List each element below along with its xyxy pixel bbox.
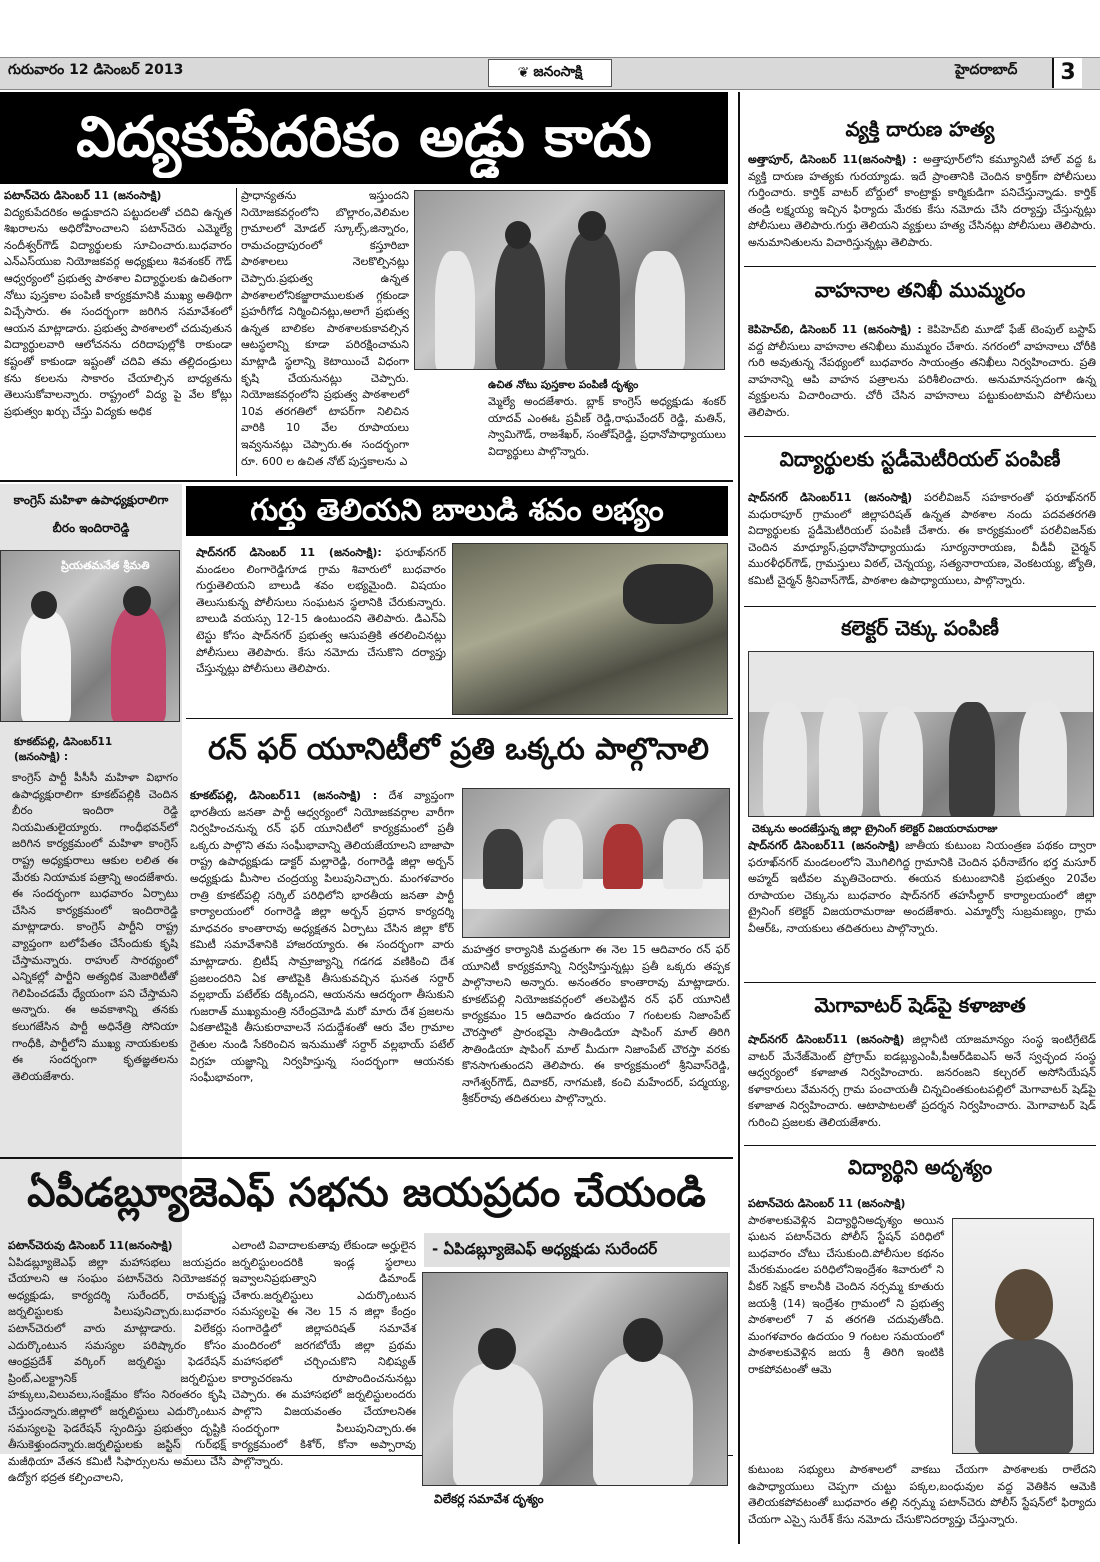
run-unity-photo (462, 788, 730, 938)
right-s6-headline: విద్యార్థిని అదృశ్యం (847, 1155, 993, 1179)
main-col1 (4, 188, 232, 420)
sidebar-photo (0, 550, 180, 722)
apwjf-headline: ఏపీడబ్ల్యూజెఎఫ్ సభను జయప్రదం చేయండి (27, 1170, 706, 1216)
masthead-logo (488, 59, 612, 87)
main-col1-body: విద్యకుపేదరికం అడ్డుకాదని పట్టుదలతో చదివి ఉన్నత శిఖరాలను అధిరోహించాలని పటాన్‌చెరు ఎమ్మెల్యే నందీశ్వర్‌గౌడ్ విద్యార్థులకు సూచించారు.బుధవారం ఎన్‌ఎస్‌యుఐ నియోజకవర్గ అధ్యక్షులు శివశంకర్ గౌడ్ ఆధ్వర్యంలో ప్రభుత్వ పాఠశాల విద్యార్థులకు ఉచితంగా నోటు పుస్తకాల పంపిణీ కార్యక్రమానికి ముఖ్య అతిథిగా విచ్చేసారు. ఈ సందర్భంగా జరిగిన సమావేశంలో ఆయన మాట్లాడారు. ప్రభుత్వ పాఠశాలలో చదువుతున విద్యార్థులవారి ఆలోచనను దరిదాపుల్లోకి రాకుండా కష్టంతో కాకుండా ఇష్టంతో చదివి తమ తల్లిదండ్రులు కను కలలను సాకారం చేయాల్సిన బాధ్యతను తెలుసుకోవాలన్నారు. రాష్ట్రంలో విద్య పై వేల కోట్లు ప్రభుత్వం ఖర్చు చేస్తు విద్యకు అధిక (4, 205, 232, 418)
right-s6-body-narrow: పటాన్‌చెరు డిసెంబర్ 11 (జనంసాక్షి) పాఠశాలకువెళ్లిన విద్యార్థినిఅదృశ్యం అయిన ఘటన పటాన్‌చెరు పోలీస్ స్టేషన్ పరిధిలో బుధవారం చోటు చేసుకుంది.పోలీసుల కథనం మేరకుమండల పరిధిలోనిఇంద్రేశం శివారులో ని వీకర్ సెక్షన్ కాలనీకి చెందిన నర్సమ్మ కూతురు జయశ్రీ (14) ఇంద్రేశం గ్రామంలో ని ప్రభుత్వ పాఠశాలలో 7 వ తరగతి చదువుతోంది. మంగళవారం ఉదయం 9 గంటల సమయంలో పాఠశాలకువెళ్లిన జయ శ్రీ తిరిగి ఇంటికి రాకపోవటంతో ఆమె (748, 1197, 944, 1376)
right-s4-headline: కలెక్టర్ చెక్కు పంపిణీ (841, 616, 999, 640)
logo-text: జనంసాక్షి (533, 63, 583, 80)
right-s5-headline: మెగావాటర్ షెడ్‌పై కళాజాత (814, 993, 1026, 1017)
sidebar-photo-banner: ప్రియతమనేత శ్రీమతి (61, 559, 150, 572)
right-s3-headline: విద్యార్థులకు స్టడీమెటీరియల్ పంపిణీ (779, 447, 1061, 471)
right-s5-body: షాద్‌నగర్ డిసెంబర్11 (జనంసాక్షి) జిల్లానీటి యాజమాన్యం సంస్థ ఇంటిగ్రేటెడ్ వాటర్ మేనేజ్‌మెంట్ ప్రోగ్రామ్ ఐడబ్ల్యుఎంపీ,పీఆర్‌డిఐఎస్ అనే స్వచ్ఛంద సంస్థ ఆధ్వర్యంలో కళాజాత నిర్వహించారు. జనరంజని కల్చరల్ అసోసియేషన్ కళాకారులు వేమనర్స గ్రామ పంచాయతీ చిన్నచింతకుంటపల్లిలో మెగావాటర్ షెడ్‌పై కళాజాత నిర్వహించారు. ఆటాపాటలతో ప్రదర్శన నిర్వహించారు. మెగావాటర్ షెడ్ గురించి ప్రజలకు తెలియజేశారు. (748, 1033, 1097, 1129)
run-unity-col1: కూకట్‌పల్లి, డిసెంబర్11 (జనంసాక్షి) : దేశ వ్యాప్తంగా భారతీయ జనతా పార్టీ ఆధ్వర్యంలో నియోజకవర్గాల వారీగా నిర్వహించనున్న రన్ ఫర్ యూనిటీలో కార్యక్రమంలో ప్రతీ ఒక్కరు పాల్గొని తమ సంఘీభావాన్ని తెలియజేయాలని బాజాపా రాష్ట్ర ఉపాధ్యక్షుడు డాక్టర్ మల్లారెడ్డి, రంగారెడ్డి జిల్లా అర్బన్ అధ్యక్షుడు మీసాల చంద్రయ్య పిలుపునిచ్చారు. మంగళవారం రాత్రి కూకట్‌పల్లి సర్కిల్ పరిధిలోని భారతీయ జనతా పార్టీ కార్యాలయంలో రంగారెడ్డి జిల్లా అర్బన్ ప్రధాన కార్యదర్శి మాధవరం కాంతారావు అధ్యక్షతన ఏర్పాటు చేసిన జిల్లా కోర్ కమిటీ సమావేశానికి హాజరయ్యారు. ఈ సందర్భంగా వారు మాట్లాడారు. బ్రిటీష్ సామ్రాజ్యాన్ని గడగడ వణికించి దేశ ప్రజలందరిని ఏక తాటిపైకి తీసుకువచ్చిన ఘనత సర్దార్ వల్లభాయ్ పటేల్‌కు దక్కిందని, ఆయనను ఆదర్శంగా తీసుకుని గుజరాత్ ముఖ్యమంత్రి నరేంద్రమోడి మరో మారు దేశ ప్రజలను ఏకతాటిపైకి తీసుకురావాలనే సదుద్దేశంతో ఆరు వేల గ్రామాల రైతుల నుండి సేకరించిన ఇనుముతో సర్దార్ వల్లభాయ్ పటేల్ విగ్రహ యజ్ఞాన్ని నిర్వహిస్తున్న సందర్భంగా ఆయనకు సంఘీభావంగా, (190, 789, 454, 1085)
right-s2-body: కెపిహెచ్‌బి, డిసెంబర్ 11 (జనంసాక్షి) : కెపిహెచ్‌బి మూడో ఫేజ్ టెంపుల్ బస్టాప్ వద్ద పోలీసులు వాహనాల తనిఖీలు ముమ్మరం చేశారు. నగరంలో వాహనాలు చోరీకి గురి అవుతున్న నేపథ్యంలో బుధవారం సాయంత్రం తనిఖీలు నిర్వహించారు. ప్రతి వాహనాన్ని ఆపి వాహన పత్రాలను పరిశీలించారు. అనుమానస్పదంగా ఉన్న వ్యక్తులను విచారించారు. చోరీ చేసిన వాహనాలు పట్టుకుంటామని పోలీసులు తెలిపారు. (748, 323, 1096, 419)
section-rule (744, 982, 1096, 983)
leaf-icon: ❦ (517, 65, 530, 81)
main-photo-caption: ఉచిత నోటు పుస్తకాల పంపిణీ దృశ్యం (488, 379, 639, 391)
apwjf-col1: పటాన్‌చెరువు డిసెంబర్ 11(జనంసాక్షి) ఏపిడబ్ల్యూజెఎఫ్ జిల్లా మహాసభలు జయప్రదం చేయాలని ఆ సంఘం పటాన్‌చెరు నియోజకవర్గ అధ్యక్షుడు, కార్యదర్శి సురేందర్, రామకృష్ణ జర్నలిస్టులకు పిలుపునిచ్చారు.బుధవారం పటాన్‌చెరులో వారు మాట్లాడారు. విలేకర్లు ఎదుర్కొంటున సమస్యల పరిష్కారం కోసం ఆంధ్రప్రదేశ్ వర్కింగ్ జర్నలిస్టు ఫెడరేషన్ ప్రింట్,ఎలక్ట్రానిక్ జర్నలిస్టుల హక్కులు,విలువలు,సంక్షేమం కోసం నిరంతరం కృషి చేస్తుందన్నారు.జిల్లాలో జర్నలిస్టులు ఎదుర్కొంటున సమస్యలపై ఫెడరేషన్ స్పందిస్తు ప్రభుత్వం దృష్టికి తీసుకెళ్తుందన్నారు.జర్నలిస్టులకు జస్టిస్ గుర్‌భక్ష్ మజీథియా వేతన కమిటీ సిఫార్సులను అమలు చేసి ఉద్యోగ భద్రత కల్పించాలని, (8, 1239, 226, 1485)
right-s1-headline: వ్యక్తి దారుణ హత్య (845, 117, 995, 141)
section-rule (0, 1157, 733, 1159)
col-rule (236, 188, 237, 476)
apwjf-photo (422, 1272, 728, 1486)
right-s3-body: షాద్‌నగర్ డిసెంబర్11 (జనంసాక్షి) పరలీవిజన్ సహకారంతో ఫరూఖ్‌నగర్ మధురాపూర్ గ్రామంలో జిల్లాపరిషత్ ఉన్నత పాఠశాల నందు పదవతరగతి విద్యార్థులకు స్టడీమెటీరియల్ పంపిణీ చేశారు. ఈ కార్యక్రమంలో పరలీవిజన్‌కు చెందిన మాధ్యూస్,ప్రధానోపాధ్యాయుడు సూర్యనారాయణ, వీడీవీ చైర్మన్ మురళీధర్‌గౌడ్, గ్రామస్తులు విఠల్, చెన్నయ్య, సత్యనారాయణ, వెంకటయ్య, జ్యోతి, కమిటీ చైర్మన్ శ్రీనివాస్‌గౌడ్, పాఠశాల ఉపాధ్యాయులు, పాల్గొన్నారు. (748, 491, 1096, 587)
right-s1-body: అత్తాపూర్, డిసెంబర్ 11(జనంసాక్షి) : అత్తాపూర్‌లోని కమ్యూనిటీ హాల్ వద్ద ఓ వ్యక్తి దారుణ హత్యకు గురయ్యాడు. ఇదే ప్రాంతానికి చెందిన కార్తిక్‌గా పోలీసులు గుర్తించారు. కార్తిక్ వాటర్ బోర్డులో కాంట్రాక్టు కార్మికుడిగా పనిచేస్తున్నాడు. కార్తిక్ తండ్రి లక్ష్మయ్య ఇచ్చిన ఫిర్యాదు మేరకు కేసు నమోదు చేసి దర్యాప్తు చేస్తున్నట్లు పోలీసులు తెలిపారు.గుర్తు తెలియని వ్యక్తులు హత్య చేసినట్లు పోలీసులు తెలిపారు. అనుమానితులను విచారిస్తున్నట్లు తెలిపారు. (748, 153, 1097, 249)
run-unity-headline: రన్ ఫర్ యూనిటీలో ప్రతి ఒక్కరు పాల్గొనాలి (207, 732, 710, 767)
right-s4-body: షాద్‌నగర్ డిసెంబర్11 (జనంసాక్షి) జాతీయ కుటుంబ నియంత్రణ పథకం ద్వారా ఫరూఖ్‌నగర్ మండలంలోని మొగిలిగిద్ద గ్రామానికి చెందిన ఫరీనాబేగం భర్త మసూర్ అహ్మద్ ఇటీవల మృతిచెందారు. ఈయన కుటుంబానికి ప్రభుత్వం 20వేల రూపాయల చెక్కును బుధవారం షాద్‌నగర్ తహసీల్దార్ కార్యాలయంలో జిల్లా ట్రైనింగ్ కలెక్టర్ విజయరామరాజు అందజేశారు. ఎమ్మార్వో సుబ్రమణ్యం, గ్రామ వీఆర్‌ఓ, నాయకులు తదితరులు పాల్గొన్నారు. (748, 839, 1097, 935)
body-found-text: షాద్‌నగర్ డిసెంబర్ 11 (జనంసాక్షి): ఫరూఖ్‌నగర్ మండలం లింగారెడ్డిగూడ గ్రామ శివారులో బుధవారం గుర్తుతెలియని బాలుడి శవం లభ్యమైంది. విషయం తెలుసుకున్న పోలీసులు సంఘటన స్థలానికి చేరుకున్నారు. బాలుడి వయస్సు 12-15 ఉంటుందని తెలిపారు. డిఎన్‌ఏ టెస్టు కోసం షాద్‌నగర్ ప్రభుత్వ ఆసుపత్రికి తరలించినట్లు పోలీసులు తెలిపారు. కేసు నమోదు చేసుకొని దర్యాప్తు చేస్తున్నట్లు పోలీసులు తెలిపారు. (196, 546, 446, 676)
apwjf-subhead: - ఏపిడబ్ల్యూజెఎఫ్ అధ్యక్షుడు సురేందర్ (432, 1240, 658, 1258)
section-rule (744, 1145, 1096, 1146)
right-col-rule (738, 92, 740, 1544)
page-number: 3 (1052, 58, 1082, 88)
section-rule (186, 718, 733, 719)
right-s4-caption: చెక్కును అందజేస్తున్న జిల్లా ట్రైనింగ్ కలెక్టర్ విజయరామరాజు (752, 823, 998, 835)
sidebar-title-line1: కాంగ్రెస్ మహిళా ఉపాధ్యక్షురాలిగా (13, 493, 169, 507)
apwjf-photo-caption: విలేకర్ల సమావేశ దృశ్యం (434, 1492, 544, 1506)
sidebar-title-line2: బీరం ఇందిరారెడ్డి (52, 521, 130, 535)
main-col3 (488, 394, 726, 460)
body-found-headline: గుర్తు తెలియని బాలుడి శవం లభ్యం (250, 493, 664, 528)
main-col2-body: ప్రాధాన్యతను ఇస్తుందని నియోజకవర్గంలోని బొల్లారం,వెలిమల గ్రామాలలో మోడల్ స్కూల్స్,జిన్నారం, రామచంద్రాపురంలో కస్తూరిబా పాఠశాలలు నెలకొల్పినట్లు చెప్పారు.ప్రభుత్వ ఉన్నత పాఠశాలలోనికజ్జారాములకుత గ్గకుండా ప్రహరీగోడ నిర్మించినట్లు,అలాగే ప్రభుత్వ ఉన్నత బాలికల పాఠశాలకుకావల్సిన ఆటస్థలాన్ని కూడా పరిరక్షించామని మాట్లాడి స్థలాన్ని కెటాయించే విధంగా కృషి చేయనునట్లు చెప్పారు. నియోజకవర్గంలోని ప్రభుత్వ పాఠశాలలో 10వ తరగతిలో టాపర్‌గా నిలిచిన వారికి 10 వేల రూపాయలు ఇవ్వనునట్లు చెప్పారు.ఈ సందర్భంగా రూ. 600 ల ఉచిత నోట్ పుస్తకాలను ఎ (241, 189, 409, 468)
right-s6-photo (952, 1218, 1094, 1454)
run-unity-col2: మహత్తర కార్యానికి మద్దతుగా ఈ నెల 15 ఆదివారం రన్ ఫర్ యూనిటీ కార్యక్రమాన్ని నిర్వహిస్తున్నట్లు ప్రతీ ఒక్కరు తప్పక పాల్గొనాలని అన్నారు. అనంతరం కాంతారావు మాట్లాడారు. కూకట్‌పల్లి నియోజకవర్గంలో తలపెట్టిన రన్ ఫర్ యూనిటీ కార్యక్రమం 15 ఆదివారం ఉదయం 7 గంటలకు నిజాంపేట్ చౌరస్తాలో ప్రారంభమై సాతిండియా షాపింగ్ మాల్ తిరిగి సౌతిండియా షాపింగ్ మాల్ మీదుగా నిజాంపేట్ చౌరస్తా వరకు కొనసాగుతుందని తెలిపారు. ఈ కార్యక్రమంలో శ్రీనివాస్‌రెడ్డి, నాగేశ్వర్‌గౌడ్, దివాకర్, నాగమణి, కంచి మహేందర్, పద్మయ్య, శ్రీకర్‌రావు తదితరులు పాల్గొన్నారు. (462, 943, 730, 1106)
main-col2 (241, 188, 409, 470)
section-rule (744, 606, 1096, 607)
right-s4-photo (748, 651, 1094, 817)
main-dateline: పటాన్‌చెరు డిసెంబర్ 11 (జనంసాక్షి) (4, 189, 162, 202)
section-rule (744, 266, 1096, 267)
section-rule (0, 480, 733, 482)
body-found-photo (452, 543, 728, 715)
right-s2-headline: వాహనాల తనిఖీ ముమ్మరం (814, 278, 1026, 302)
main-headline: విద్యకుపేదరికం అడ్డు కాదు (76, 105, 652, 170)
sidebar-body: కాంగ్రెస్ పార్టీ పీసీసీ మహిళా విభాగం ఉపాధ్యక్షురాలిగా కూకట్‌పల్లికి చెందిన బీరం ఇందిరా రెడ్డి నియమితులైయ్యారు. గాంధీభవన్‌లో జరిగిన కార్యక్రమంలో మహిళా కాంగ్రెస్ రాష్ట్ర అధ్యక్షురాలు ఆకుల లలిత ఈ మేరకు నియామక పత్రాన్ని అందజేశారు. ఈ సందర్భంగా బుధవారం ఏర్పాటు చేసిన కార్యక్రమంలో ఇందిరారెడ్డి మాట్లాడారు. కాంగ్రెస్ పార్టీని రాష్ట్ర వ్యాప్తంగా బలోపేతం చేసేందుకు కృషి చేస్తామన్నారు. రాహుల్ సారథ్యంలో ఎన్నికల్లో పార్టీని అత్యధిక మెజారిటీతో గెలిపించడమే ధ్యేయంగా పని చేస్తామని అన్నారు. ఈ అవకాశాన్ని తనకు కలుగజేసిన పార్టీ అధినేత్రి సోనియా గాంధీకి, పార్టీలోని ముఖ్య నాయకులకు ఈ సందర్భంగా కృతజ్ఞతలను తెలియజేశారు. (12, 771, 178, 1083)
sidebar-dateline: కూకట్‌పల్లి, డిసెంబర్11 (జనంసాక్షి) : (14, 736, 113, 763)
issue-date: గురువారం 12 డిసెంబర్ 2013 (8, 62, 184, 78)
section-rule (744, 436, 1096, 437)
right-s6-body-wide: కుటుంబ సభ్యులు పాఠశాలలో వాకబు చేయగా పాఠశాలకు రాలేదని ఉపాధ్యాయులు చెప్పగా చుట్టు పక్కల,బంధువుల వద్ద వెతికిన ఆమెకి తెలియకపోవటంతో బుధవారం తల్లి నర్సమ్మ పటాన్‌చెరు పోలీస్ స్టేషన్‌లో ఫిర్యాదు చేయగా ఎస్సై సురేశ్ కేసు నమోదు చేసుకొనిదర్యాప్తు చేస్తున్నారు. (748, 1463, 1096, 1526)
main-col3-body: మ్మెల్యే అందజేశారు. బ్లాక్ కాంగ్రెస్ అధ్యక్షుడు శంకర్ యాదవ్ ఎంఈఓ ప్రవీణ్ రెడ్డి,రాఘవేందర్ రెడ్డి, మతిన్, స్వామిగౌడ్, రాజశేఖర్, సంతోష్‌రెడ్డి, ప్రధానోపాధ్యాయులు విద్యార్థులు పాల్గొన్నారు. (488, 395, 726, 458)
city-name: హైదరాబాద్ (955, 62, 1018, 78)
apwjf-col2: ఎలాంటి వివాదాలకుతావు లేకుండా అర్హులైన జర్నలిస్టులందరికి ఇండ్ల స్థలాలు ఇవ్వాలనిప్రభుత్వాని డిమాండ్ చేశారు.జర్నలిస్టులు ఎదుర్కొంటున సమస్యలపై ఈ నెల 15 న జిల్లా కేంద్రం సంగారెడ్డిలో జిల్లాపరిషత్ సమావేశ మందిరంలో జరగబోయే జిల్లా ప్రథమ మహాసభలో చర్చించుకొని నిభిష్యత్ కార్యాచరణను రూపొందించనునట్లు చెప్పారు. ఈ మహాసభలో జర్నలిస్టులందరు పాల్గొని విజయవంతం చేయాలనిఈ సందర్భంగా పిలుపునిచ్చారు.ఈ కార్యక్రమంలో కిశోర్, కోనా అప్పారావు పాల్గొన్నారు. (232, 1239, 416, 1468)
main-photo (414, 190, 725, 370)
